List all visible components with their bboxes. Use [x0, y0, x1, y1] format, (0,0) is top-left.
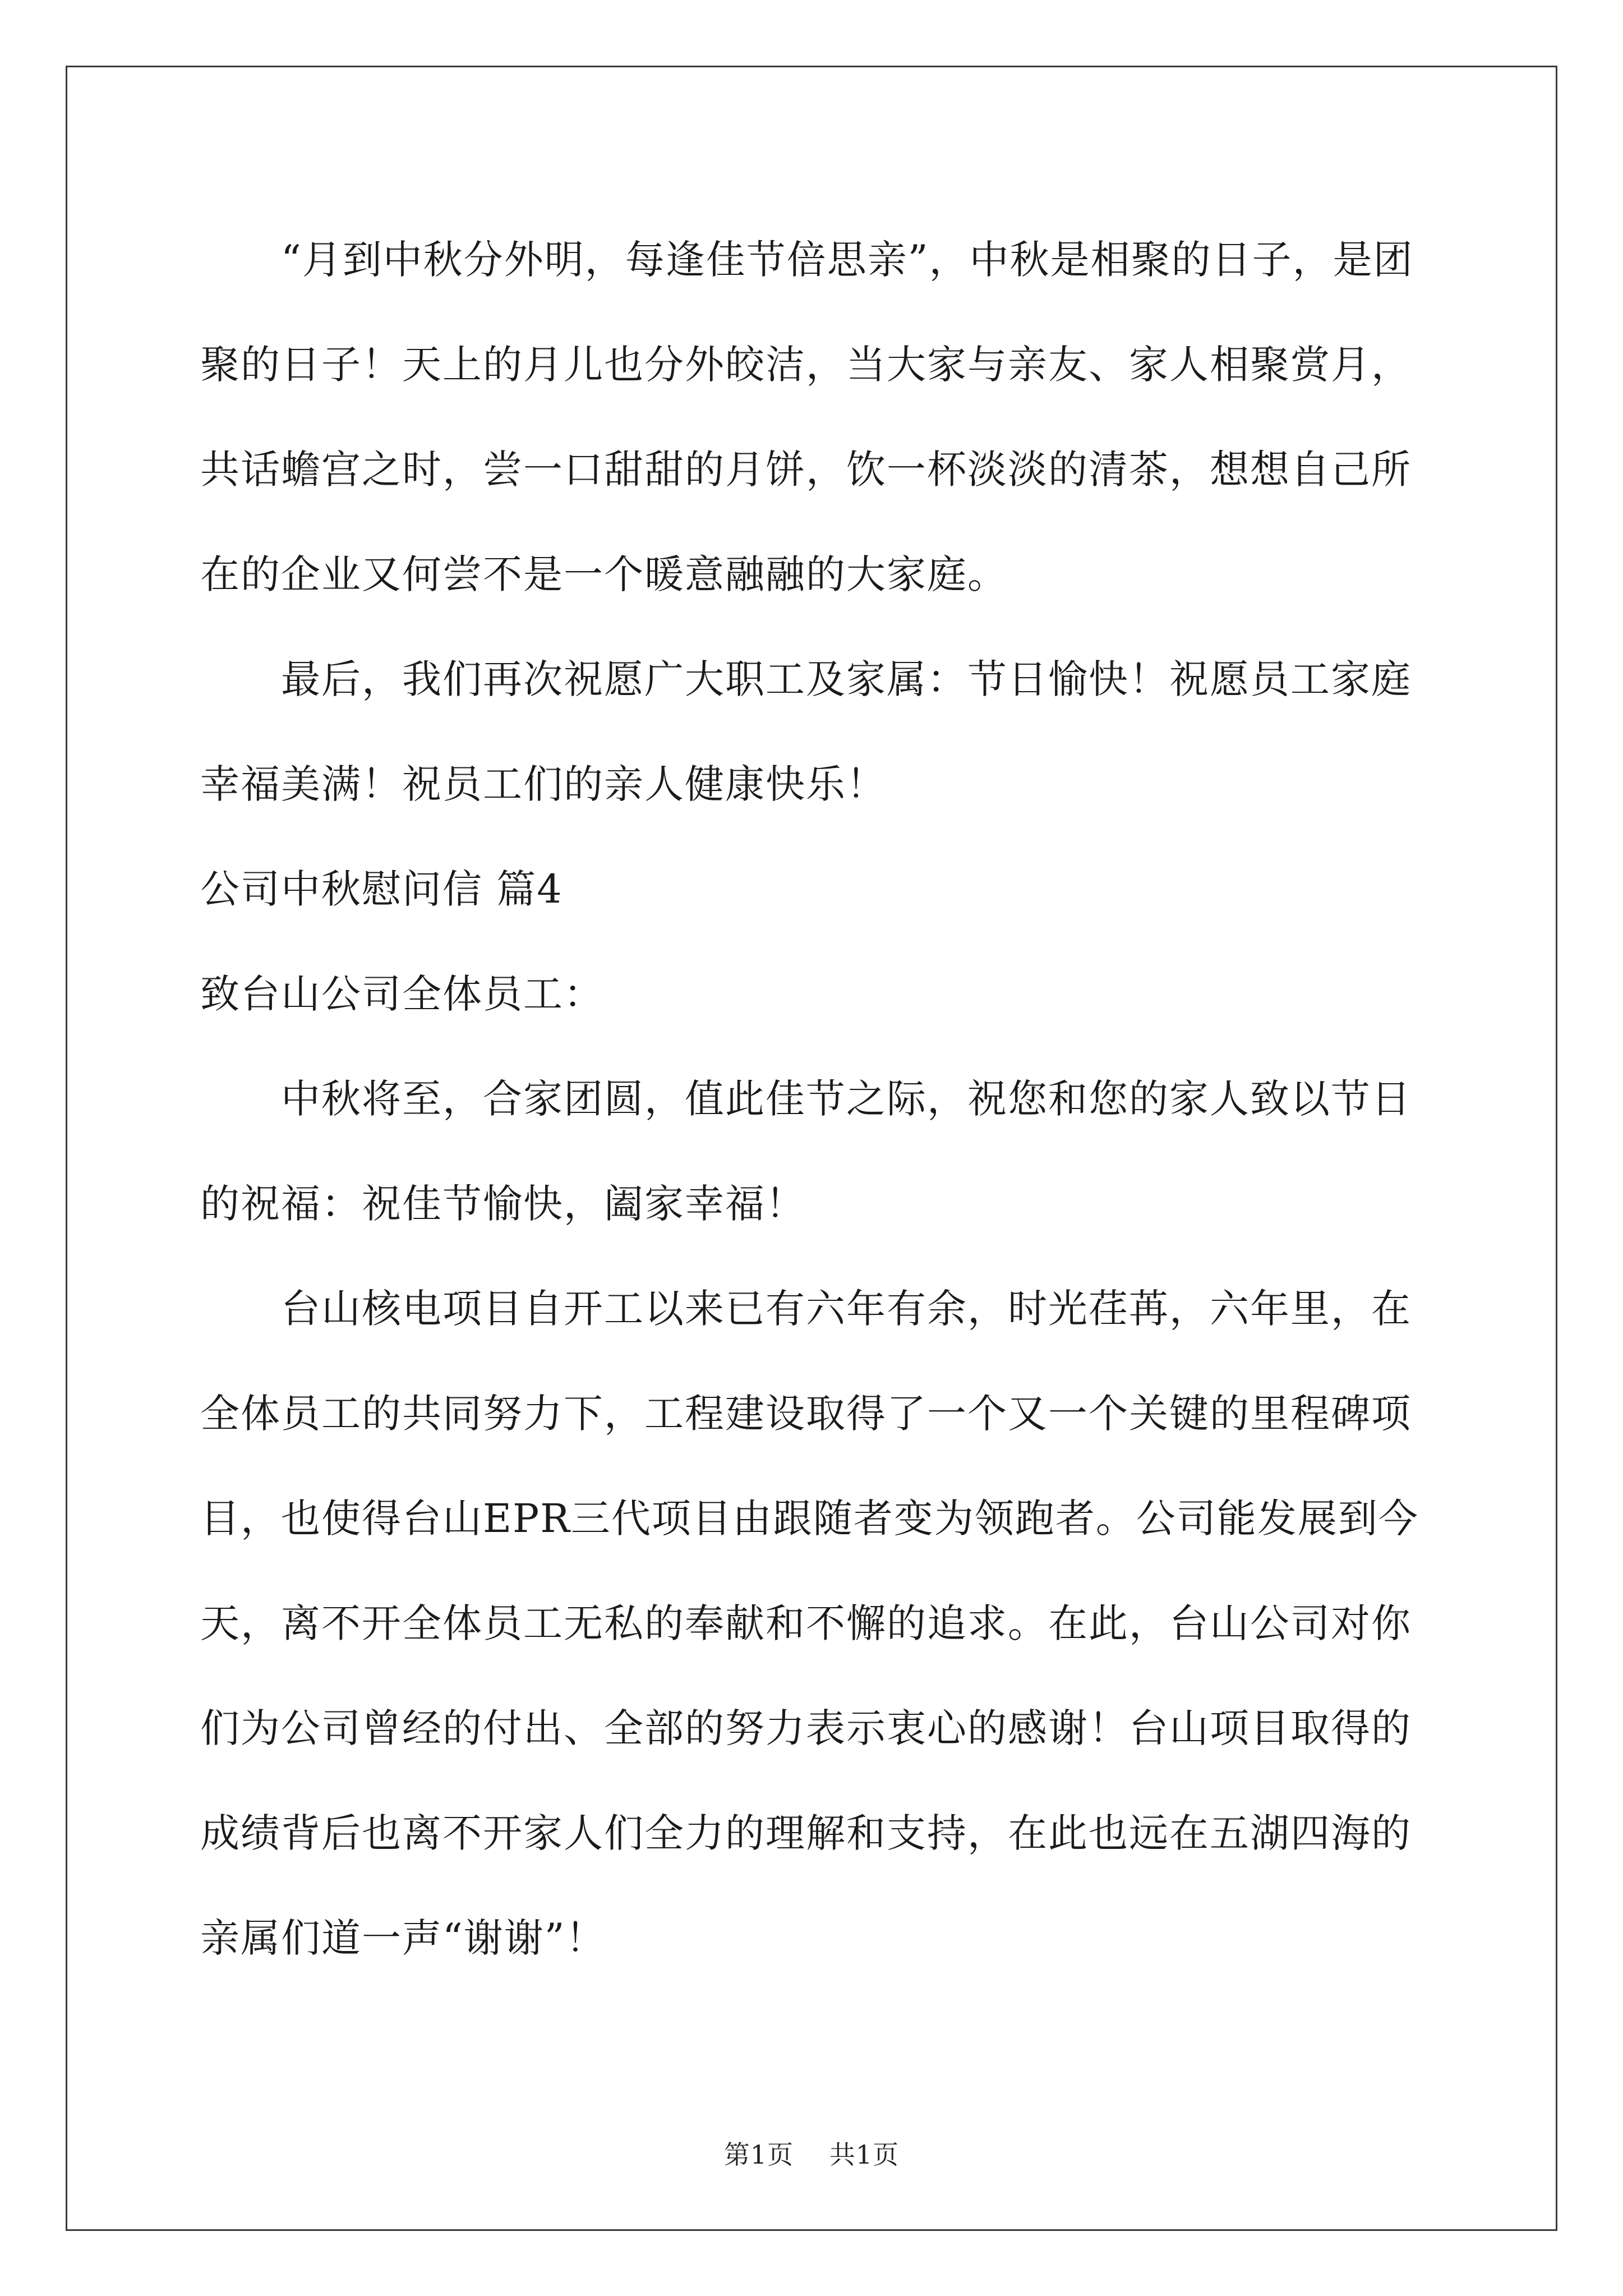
text-line: “月到中秋分外明，每逢佳节倍思亲”，中秋是相聚的日子，是团: [200, 237, 1414, 283]
page-number-total: 共1页: [829, 2139, 900, 2170]
text-line: 天，离不开全体员工无私的奉献和不懈的追求。在此，台山公司对你: [200, 1600, 1412, 1646]
section-heading: 公司中秋慰问信 篇4: [200, 866, 563, 912]
text-line: 目，也使得台山EPR三代项目由跟随者变为领跑者。公司能发展到今: [200, 1496, 1419, 1542]
text-line: 全体员工的共同努力下，工程建设取得了一个又一个关键的里程碑项: [200, 1391, 1412, 1437]
salutation: 致台山公司全体员工：: [200, 971, 604, 1017]
text-line: 聚的日子！天上的月儿也分外皎洁，当大家与亲友、家人相聚赏月，: [200, 342, 1412, 388]
text-line: 的祝福：祝佳节愉快，阖家幸福！: [200, 1181, 806, 1227]
text-line: 台山核电项目自开工以来已有六年有余，时光荏苒，六年里，在: [200, 1286, 1412, 1332]
page-footer: [0, 2134, 1623, 2171]
text-line: 亲属们道一声“谢谢”！: [200, 1915, 606, 1961]
text-line: 在的企业又何尝不是一个暖意融融的大家庭。: [200, 551, 1008, 597]
text-line: 共话蟾宫之时，尝一口甜甜的月饼，饮一杯淡淡的清茶，想想自己所: [200, 447, 1412, 493]
text-line: 幸福美满！祝员工们的亲人健康快乐！: [200, 761, 887, 807]
text-line: 们为公司曾经的付出、全部的努力表示衷心的感谢！台山项目取得的: [200, 1705, 1412, 1751]
text-line: 最后，我们再次祝愿广大职工及家属：节日愉快！祝愿员工家庭: [200, 656, 1412, 702]
text-line: 中秋将至，合家团圆，值此佳节之际，祝您和您的家人致以节日: [200, 1076, 1412, 1122]
page-number-current: 第1页: [723, 2139, 794, 2170]
text-line: 成绩背后也离不开家人们全力的理解和支持，在此也远在五湖四海的: [200, 1810, 1412, 1856]
document-body: [200, 208, 1434, 1991]
